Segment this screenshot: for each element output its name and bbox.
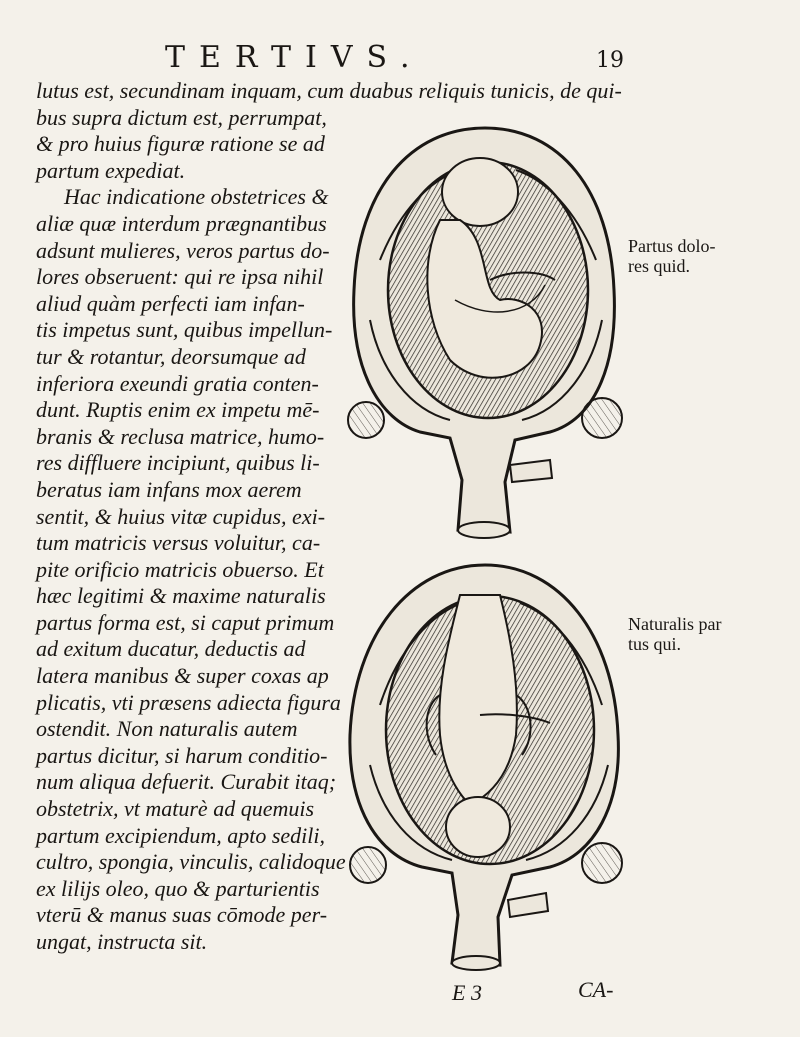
uterus-woodcut-upper <box>340 120 630 550</box>
text-line: lores obseruent: qui re ipsa nihil <box>36 264 324 290</box>
text-line: partum excipiendum, apto sedili, <box>36 822 326 848</box>
margin-note-line: res quid. <box>628 256 690 276</box>
text-line: obstetrix, vt maturè ad quemuis <box>36 796 315 822</box>
text-line: Hac indicatione obstetrices & <box>64 184 329 210</box>
margin-note-line: Naturalis par <box>628 614 722 634</box>
text-line: partum expediat. <box>36 157 186 183</box>
catchword: CA- <box>578 977 614 1002</box>
text-line: ostendit. Non naturalis autem <box>36 716 298 742</box>
text-line: partus forma est, si caput primum <box>36 609 335 635</box>
text-line: res diffluere incipiunt, quibus li- <box>36 450 320 476</box>
text-line: branis & reclusa matrice, humo- <box>36 423 325 449</box>
text-line: tis impetus sunt, quibus impellun- <box>36 317 333 343</box>
text-line: sentit, & huius vitæ cupidus, exi- <box>36 503 326 529</box>
text-line: cultro, spongia, vinculis, calidoque <box>36 849 346 875</box>
page-number: 19 <box>596 48 624 73</box>
text-line: beratus iam infans mox aerem <box>36 476 302 502</box>
body-text <box>36 78 622 956</box>
text-line: ad exitum ducatur, deductis ad <box>36 636 306 662</box>
text-line: adsunt mulieres, veros partus do- <box>36 237 330 263</box>
text-line: bus supra dictum est, perrumpat, <box>36 104 327 130</box>
text-line: plicatis, vti præsens adiecta figura <box>36 689 341 715</box>
running-head: TERTIVS. <box>165 40 424 75</box>
margin-note-line: tus qui. <box>628 634 682 654</box>
text-line: inferiora exeundi gratia conten- <box>36 370 319 396</box>
signature-mark: E 3 <box>452 980 482 1005</box>
text-line: aliæ quæ interdum prægnantibus <box>36 210 327 236</box>
text-line: latera manibus & super coxas ap <box>36 663 329 689</box>
text-line: partus dicitur, si harum conditio- <box>36 742 328 768</box>
text-line: & pro huius figuræ ratione se ad <box>36 131 325 157</box>
text-line: tum matricis versus voluitur, ca- <box>36 530 321 556</box>
text-line: vterū & manus suas cōmode per- <box>36 902 328 928</box>
text-line: hæc legitimi & maxime naturalis <box>36 583 326 609</box>
margin-note-line: Partus dolo- <box>628 236 716 256</box>
text-line: tur & rotantur, deorsumque ad <box>36 343 306 369</box>
text-line: dunt. Ruptis enim ex impetu mē- <box>36 397 320 423</box>
text-line: pite orificio matricis obuerso. Et <box>36 556 324 582</box>
text-line: num aliqua defuerit. Curabit itaq; <box>36 769 337 795</box>
uterus-woodcut-lower <box>340 555 630 980</box>
text-line: ex lilijs oleo, quo & parturientis <box>36 875 320 901</box>
text-line: aliud quàm perfecti iam infan- <box>36 290 305 316</box>
text-line: lutus est, secundinam inquam, cum duabus reliquis tunicis, de qui- <box>36 78 622 103</box>
margin-note-partus-dolores <box>628 236 716 276</box>
text-line: ungat, instructa sit. <box>36 929 208 954</box>
margin-note-naturalis-partus <box>628 614 721 654</box>
